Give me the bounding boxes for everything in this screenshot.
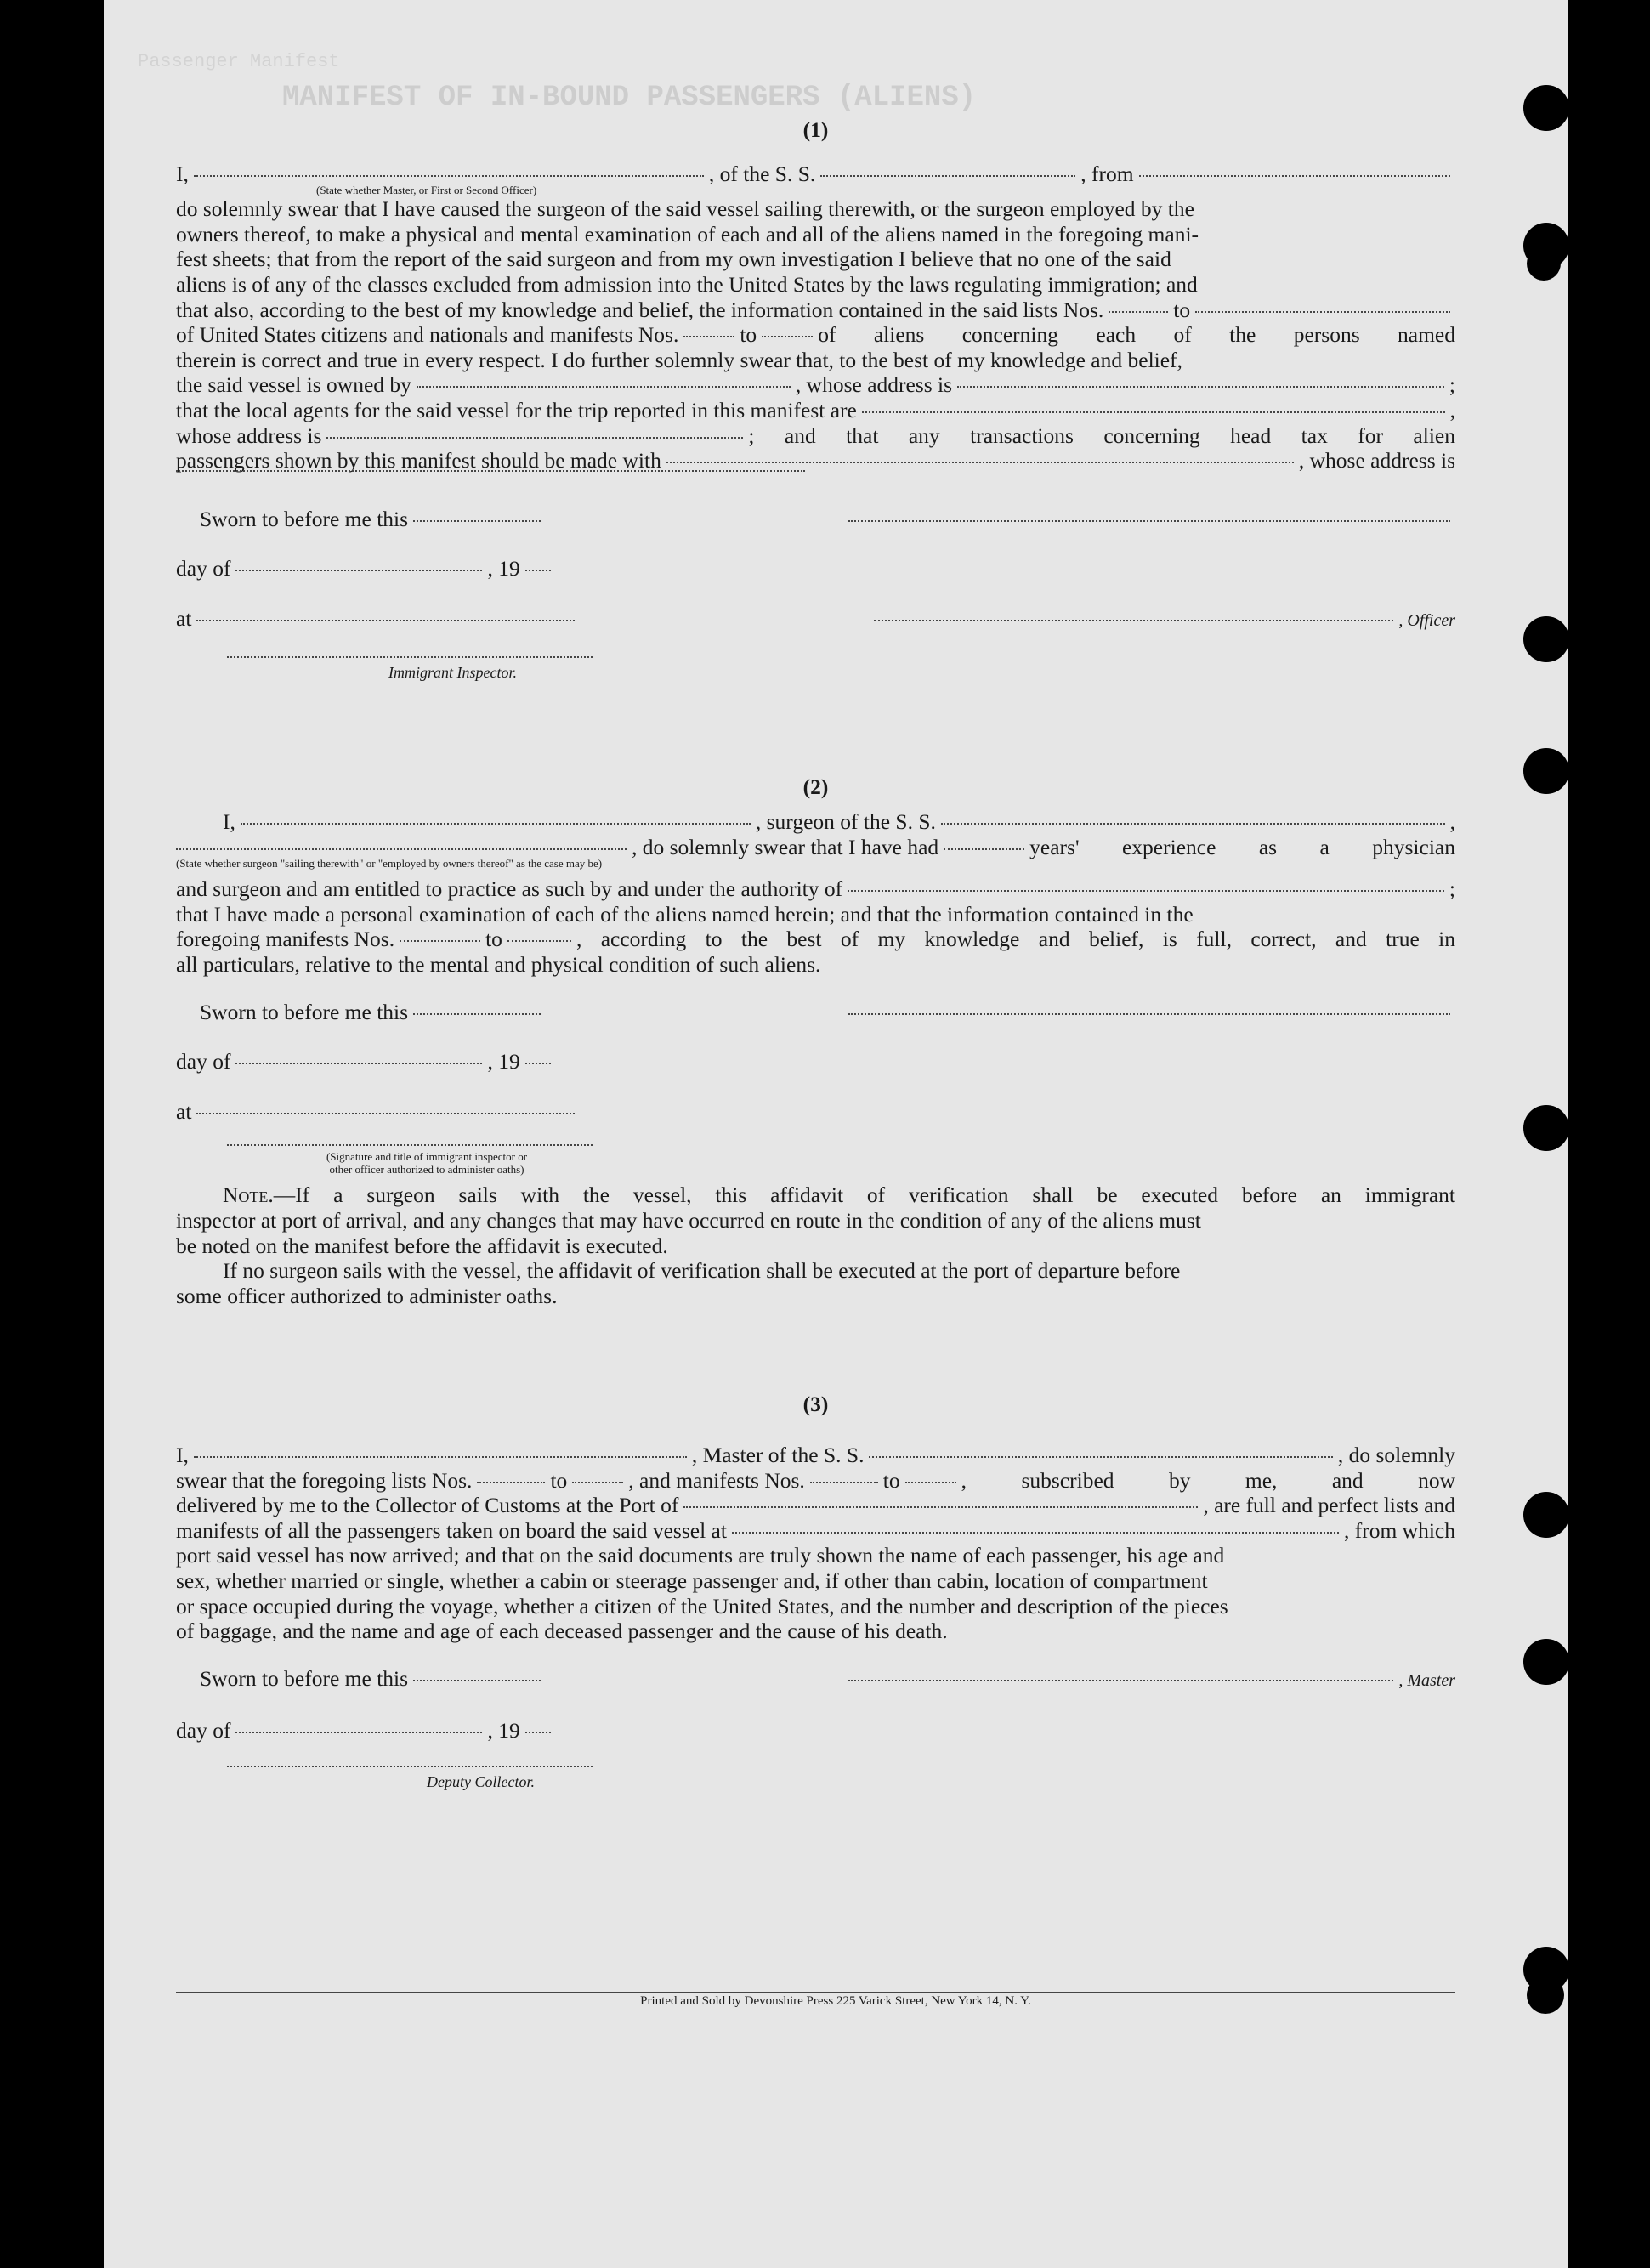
s3-lists-to-field[interactable] xyxy=(572,1481,623,1483)
s1-p9b: , xyxy=(1449,397,1455,422)
s1-line-10 xyxy=(176,423,1455,449)
s2-note-1: —If a surgeon sails with the vessel, this affidavit of verification shall be executed before an immigrant xyxy=(273,1182,1455,1208)
s3-l2c: , and manifests Nos. xyxy=(628,1467,805,1493)
port-of-field[interactable] xyxy=(683,1505,1198,1508)
section-2-number: (2) xyxy=(802,774,829,799)
s2-l1c: , xyxy=(1449,809,1455,835)
s1-at-field[interactable] xyxy=(196,619,575,621)
s1-officer-label: , Officer xyxy=(1398,610,1455,630)
s1-p6b: to xyxy=(740,322,757,348)
s1-at-row xyxy=(176,606,1455,634)
s2-sig-caption-2: other officer authorized to administer oaths) xyxy=(329,1163,524,1177)
s2-at-field[interactable] xyxy=(196,1112,575,1114)
s1-day-field[interactable] xyxy=(235,569,482,571)
s1-line-6 xyxy=(176,322,1455,348)
s3-l8: of baggage, and the name and age of each deceased passenger and the cause of his death. xyxy=(176,1619,948,1644)
s2-l3b: ; xyxy=(1449,876,1455,902)
s2-inspector-signature-field[interactable] xyxy=(227,1143,593,1146)
punch-hole xyxy=(1523,1492,1568,1538)
s3-manifests-to-field[interactable] xyxy=(905,1481,956,1483)
s3-line-2 xyxy=(176,1468,1455,1494)
s3-l6: sex, whether married or single, whether a cabin or steerage passenger and, if other than cabin, location of compartment xyxy=(176,1568,1208,1593)
s1-l1a: I, xyxy=(176,161,189,186)
s1-p2: owners thereof, to make a physical and mental examination of each and all of the aliens named in the foregoing mani- xyxy=(176,221,1199,247)
s2-caption: (State whether surgeon "sailing therewith" or "employed by owners thereof" as the case may be) xyxy=(176,857,603,870)
s1-sworn-date-field[interactable] xyxy=(413,519,541,522)
officer-title-field[interactable] xyxy=(194,174,704,177)
s2-sworn-row xyxy=(176,1000,1455,1025)
s1-line-9 xyxy=(176,398,1455,423)
s1-p11b: , whose address is xyxy=(1298,448,1455,473)
s1-caption: (State whether Master, or First or Second Officer) xyxy=(316,184,537,197)
s3-l1c: , do solemnly xyxy=(1337,1443,1455,1467)
owner-address-field[interactable] xyxy=(957,385,1444,388)
s2-l5c: , according to the best of my knowledge and belief, is full, correct, and true in xyxy=(576,927,1455,952)
s3-l2e: , subscribed by me, and now xyxy=(961,1467,1455,1493)
s2-l5b: to xyxy=(485,927,502,952)
s1-p10b: ; and that any transactions concerning head tax for alien xyxy=(748,422,1455,448)
s3-sworn-row xyxy=(176,1666,1455,1694)
s2-sig-caption-1: (Signature and title of immigrant inspector or xyxy=(326,1150,528,1164)
s3-19: , 19 xyxy=(487,1718,520,1744)
s3-l3b: , are full and perfect lists and xyxy=(1203,1493,1455,1518)
s3-l1a: I, xyxy=(176,1443,189,1467)
s2-note-5: some officer authorized to administer oaths. xyxy=(176,1283,558,1308)
s1-year-field[interactable] xyxy=(525,569,551,571)
s3-l1b: , Master of the S. S. xyxy=(691,1443,865,1467)
s2-at-label: at xyxy=(176,1098,192,1124)
note-label: Note. xyxy=(223,1182,274,1208)
s3-l3a: delivered by me to the Collector of Customs at the Port of xyxy=(176,1493,679,1518)
s2-line-2 xyxy=(176,835,1455,860)
lists-nos-from-field[interactable] xyxy=(1109,310,1168,313)
lists-nos-to-field[interactable] xyxy=(1195,310,1450,313)
s2-vessel-field[interactable] xyxy=(941,822,1445,825)
years-experience-field[interactable] xyxy=(944,848,1024,850)
s1-sworn-row xyxy=(176,507,1455,532)
s2-note-3: be noted on the manifest before the affidavit is executed. xyxy=(176,1233,668,1258)
master-name-field[interactable] xyxy=(194,1455,687,1458)
s2-manifests-to-field[interactable] xyxy=(507,939,571,942)
affidavit-content xyxy=(176,117,1455,1792)
s1-day-label: day of xyxy=(176,556,231,581)
s1-line-1 xyxy=(176,162,1455,187)
printer-footer: Printed and Sold by Devonshire Press 225 Varick Street, New York 14, N. Y. xyxy=(640,1994,1031,2008)
s1-p8c: ; xyxy=(1449,372,1455,398)
s3-day-label: day of xyxy=(176,1718,231,1744)
s2-note-line-1 xyxy=(176,1182,1455,1208)
local-agents-field[interactable] xyxy=(862,411,1445,413)
head-tax-party-field[interactable] xyxy=(666,461,1294,463)
master-signature-field[interactable] xyxy=(848,1679,1393,1681)
s1-19: , 19 xyxy=(487,556,520,581)
s3-day-field[interactable] xyxy=(235,1731,482,1733)
s1-p1: do solemnly swear that I have caused the surgeon of the said vessel sailing therewith, or the surgeon employed by the xyxy=(176,196,1194,222)
s2-sworn-date-field[interactable] xyxy=(413,1012,541,1015)
punch-hole xyxy=(1523,1105,1568,1151)
punch-hole xyxy=(1527,1976,1564,2014)
surgeon-name-field[interactable] xyxy=(241,822,751,825)
deputy-collector-signature-field[interactable] xyxy=(227,1765,593,1767)
punch-hole xyxy=(1527,247,1561,281)
punch-hole xyxy=(1523,1639,1568,1685)
s2-l5a: foregoing manifests Nos. xyxy=(176,927,395,952)
boarded-at-field[interactable] xyxy=(732,1531,1339,1534)
s1-day-row xyxy=(176,556,1455,581)
s3-l5: port said vessel has now arrived; and that on the said documents are truly shown the name of each passenger, his age and xyxy=(176,1543,1225,1568)
s3-line-1 xyxy=(176,1443,1455,1468)
s1-p6a: of United States citizens and nationals and manifests Nos. xyxy=(176,322,679,348)
s3-line-4 xyxy=(176,1518,1455,1544)
s3-l2d: to xyxy=(882,1467,900,1493)
punch-hole xyxy=(1523,85,1568,131)
s1-p5b: to xyxy=(1173,297,1191,322)
s3-l4b: , from which xyxy=(1343,1517,1455,1543)
s2-surgeon-signature-field[interactable] xyxy=(848,1012,1450,1015)
manifests-nos-from-field[interactable] xyxy=(683,335,734,337)
s1-p10a: whose address is xyxy=(176,422,322,448)
s2-l6: all particulars, relative to the mental and physical condition of such aliens. xyxy=(176,952,821,978)
s1-inspector-label: Immigrant Inspector. xyxy=(388,663,517,681)
s3-manifests-from-field[interactable] xyxy=(810,1481,878,1483)
s2-l3a: and surgeon and am entitled to practice as such by and under the authority of xyxy=(176,876,843,902)
s2-day-label: day of xyxy=(176,1049,231,1074)
s3-line-3 xyxy=(176,1493,1455,1518)
s1-officer-signature-line-a[interactable] xyxy=(848,519,1450,522)
s3-l2a: swear that the foregoing lists Nos. xyxy=(176,1467,473,1493)
s1-officer-signature-field[interactable] xyxy=(874,619,1393,621)
s1-line-5 xyxy=(176,298,1455,323)
punch-hole xyxy=(1523,748,1568,794)
reverse-side-note: Passenger Manifest xyxy=(138,51,340,72)
s1-p11a: passengers shown by this manifest should be made with xyxy=(176,448,661,473)
s2-line-3 xyxy=(176,876,1455,902)
s3-l7: or space occupied during the voyage, whether a citizen of the United States, and the number and description of the pieces xyxy=(176,1593,1228,1619)
s2-day-field[interactable] xyxy=(235,1062,482,1064)
s2-l4: that I have made a personal examination of each of the aliens named herein; and that the information contained in the xyxy=(176,901,1194,927)
s1-l1b: , of the S. S. xyxy=(708,161,816,186)
s2-manifests-from-field[interactable] xyxy=(400,939,480,942)
s2-note-4: If no surgeon sails with the vessel, the affidavit of verification shall be executed at the port of departure before xyxy=(223,1258,1181,1284)
s2-l2a: , do solemnly swear that I have had xyxy=(632,834,939,859)
section-3-number: (3) xyxy=(802,1392,829,1417)
s3-deputy-label: Deputy Collector. xyxy=(427,1772,535,1790)
s3-master-label: , Master xyxy=(1398,1670,1455,1690)
from-port-field[interactable] xyxy=(1139,174,1450,177)
surgeon-status-field[interactable] xyxy=(176,848,627,850)
s2-l1a: I, xyxy=(223,809,235,835)
s2-at-row xyxy=(176,1099,1455,1125)
s2-l2b: years' experience as a physician xyxy=(1029,834,1455,859)
s1-p9a: that the local agents for the said vessel for the trip reported in this manifest are xyxy=(176,397,857,422)
s1-p6c: of aliens concerning each of the persons named xyxy=(818,322,1455,348)
s1-at-label: at xyxy=(176,605,192,631)
s1-p7: therein is correct and true in every respect. I do further solemnly swear that, to the best of my knowledge and belief, xyxy=(176,347,1182,372)
s1-sworn-label: Sworn to before me this xyxy=(200,506,409,531)
s3-sworn-label: Sworn to before me this xyxy=(200,1665,409,1691)
s3-vessel-field[interactable] xyxy=(869,1455,1332,1458)
s3-l4a: manifests of all the passengers taken on board the said vessel at xyxy=(176,1517,727,1543)
s2-19: , 19 xyxy=(487,1049,520,1074)
owner-field[interactable] xyxy=(417,385,791,388)
footer-rule xyxy=(176,1992,1455,1993)
practice-authority-field[interactable] xyxy=(848,889,1444,892)
s3-year-field[interactable] xyxy=(525,1731,551,1733)
s3-sworn-date-field[interactable] xyxy=(413,1679,541,1681)
s2-l1b: , surgeon of the S. S. xyxy=(755,809,936,835)
s2-sworn-label: Sworn to before me this xyxy=(200,999,409,1024)
s3-lists-from-field[interactable] xyxy=(477,1481,545,1483)
s1-line-8 xyxy=(176,372,1455,398)
vessel-name-field[interactable] xyxy=(820,174,1075,177)
s1-p8b: , whose address is xyxy=(795,372,953,398)
agents-address-field[interactable] xyxy=(326,436,743,439)
s3-l2b: to xyxy=(550,1467,568,1493)
s1-l1c: , from xyxy=(1080,161,1134,186)
reverse-side-title: MANIFEST OF IN-BOUND PASSENGERS (ALIENS) xyxy=(282,82,977,114)
s3-day-row xyxy=(176,1718,1455,1744)
head-tax-address-field[interactable] xyxy=(176,469,805,472)
s2-year-field[interactable] xyxy=(525,1062,551,1064)
section-1-number: (1) xyxy=(802,117,829,142)
s1-p5: that also, according to the best of my knowledge and belief, the information contained in the said lists Nos. xyxy=(176,297,1104,322)
s1-inspector-signature-field[interactable] xyxy=(227,655,593,658)
manifests-nos-to-field[interactable] xyxy=(762,335,813,337)
document-page xyxy=(104,0,1568,2268)
s1-p4: aliens is of any of the classes excluded from admission into the United States by the laws regulating immigration; and xyxy=(176,271,1198,297)
s2-day-row xyxy=(176,1049,1455,1074)
s2-line-1 xyxy=(176,809,1455,835)
s2-line-5 xyxy=(176,927,1455,952)
s2-note-2: inspector at port of arrival, and any changes that may have occurred en route in the condition of any of the aliens must xyxy=(176,1208,1201,1233)
s1-p8a: the said vessel is owned by xyxy=(176,372,411,398)
s1-p3: fest sheets; that from the report of the said surgeon and from my own investigation I believe that no one of the said xyxy=(176,247,1171,272)
punch-hole xyxy=(1523,616,1568,662)
